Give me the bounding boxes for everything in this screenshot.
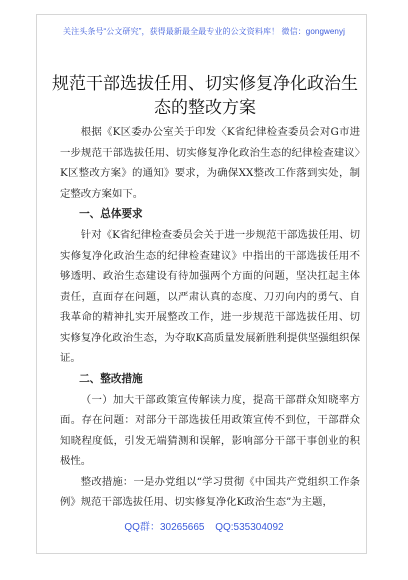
section-heading-measures: 二、整改措施 xyxy=(79,372,143,385)
intro-paragraph: 根据《K区委办公室关于印发〈K省纪律检查委员会对G市进一步规范干部选拔任用、切实修复净化政治生态的纪律检查建议〉K区整改方案》的通知》要求，为确保XX整改工作落到实处，制定整改方案如下。 xyxy=(60,126,360,200)
general-requirements-paragraph: 针对《K省纪律检查委员会关于进一步规范干部选拔任用、切实修复净化政治生态的纪律检查建议》中指出的干部选拔任用不够透明、政治生态建设有待加强两个方面的问题，坚决扛起主体责任，直面存在问题，以严肃认真的态度、刀刃向内的勇气、自我革命的精神扎实开展整改工作，进一步规范干部选拔任用、切实修复净化政治生态，为夺取K高质量发展新胜利提供坚强组织保证。 xyxy=(60,229,360,364)
measure-item-1-paragraph: （一）加大干部政策宣传解读力度，提高干部群众知晓率方面。存在问题：对部分干部选拔任用政策宣传不到位，干部群众知晓程度低，引发无端猜测和误解，影响部分干部干事创业的积极性。 xyxy=(60,393,360,467)
document-title: 规范干部选拔任用、切实修复净化政治生态的整改方案 xyxy=(52,74,358,118)
measure-detail-paragraph: 整改措施：一是办党组以“学习贯彻《中国共产党组织工作条例》规范干部选拔任用、切实修复净化K政治生态”为主题， xyxy=(60,475,360,508)
section-heading-general: 一、总体要求 xyxy=(79,208,143,220)
header-banner: 关注头条号“公文研究”，获得最新最全最专业的公文资料库！ 微信：gongwenyj xyxy=(63,27,345,36)
document-body xyxy=(60,122,360,513)
footer-contact: QQ群：30265665 QQ:535304092 xyxy=(124,522,284,533)
